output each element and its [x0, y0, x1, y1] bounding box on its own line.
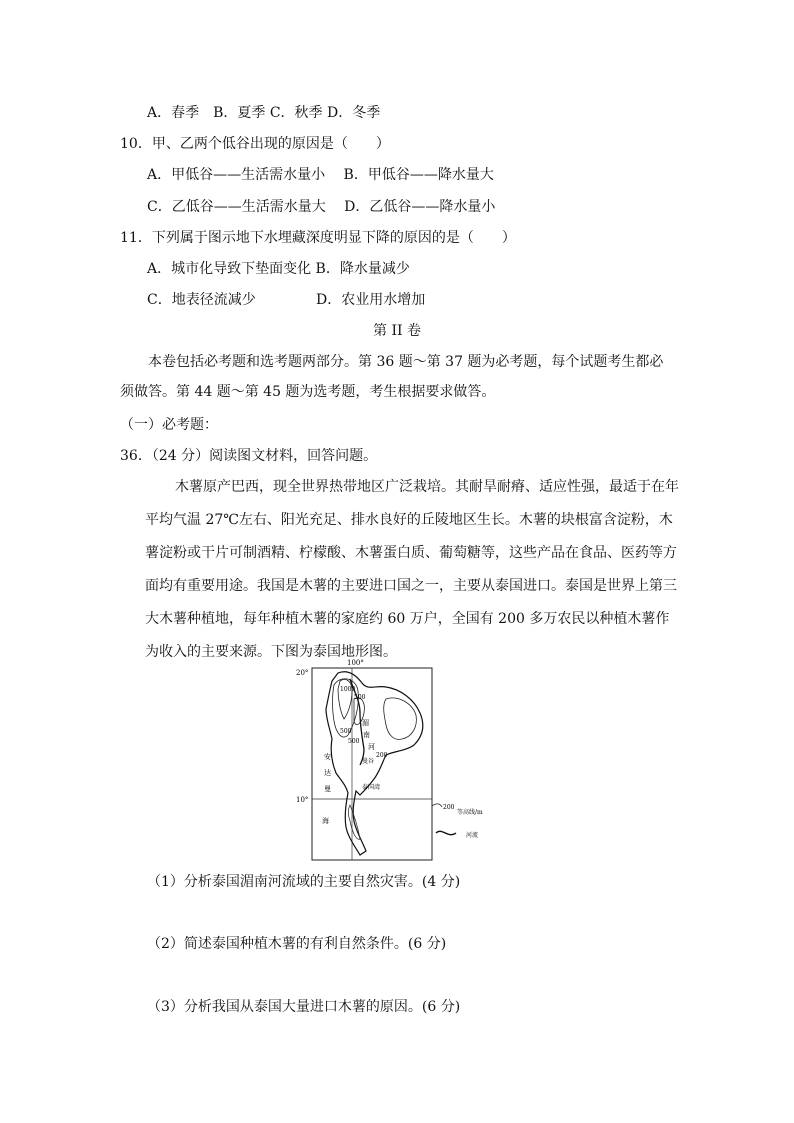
- q36-sub2: （2）简述泰国种植木薯的有利自然条件。(6 分): [147, 936, 447, 952]
- q10-options-row2: C．乙低谷——生活需水量大 D．乙低谷——降水量小: [147, 199, 496, 215]
- legend-contour-label: 等高线/m: [457, 809, 483, 816]
- volume-intro: 本卷包括必考题和选考题两部分。第 36 题～第 37 题为必考题，每个试题考生都必须做答。第 44 题～第 45 题为选考题，考生根据要求做答。: [120, 354, 664, 400]
- label-500-c: 500: [348, 738, 360, 745]
- label-500-a: 500: [354, 694, 366, 701]
- river-label-1: 湄: [362, 719, 369, 727]
- q11-stem: 11．下列属于图示地下水埋藏深度明显下降的原因的是（ ）: [120, 230, 516, 246]
- river-label-2: 南: [363, 731, 370, 739]
- q36-stem: 36．（24 分）阅读图文材料，回答问题。: [120, 448, 378, 464]
- volume-title: 第 II 卷: [373, 323, 421, 339]
- thailand-map: [290, 655, 520, 870]
- legend-contour-value: 200: [443, 804, 455, 811]
- label-1000: 1000: [340, 686, 356, 693]
- q11-option-c: C．地表径流减少: [147, 292, 256, 308]
- lon-label: 100°: [347, 659, 364, 667]
- label-200: 200: [376, 752, 388, 759]
- gulf-label: 泰国湾: [362, 784, 381, 791]
- khorat-plateau: [384, 698, 417, 739]
- sea-label-4: 海: [322, 817, 329, 825]
- city-label: 曼谷: [362, 758, 375, 765]
- thailand-outline: [326, 672, 423, 855]
- q11-option-d: D．农业用水增加: [316, 292, 426, 308]
- q36-sub1: （1）分析泰国湄南河流域的主要自然灾害。(4 分): [147, 874, 461, 890]
- legend-river-label: 河流: [466, 832, 479, 839]
- label-500-b: 500: [340, 728, 352, 735]
- q10-stem: 10．甲、乙两个低谷出现的原因是（ ）: [120, 136, 390, 152]
- legend-river-swatch: [436, 831, 456, 834]
- q11-options-row1: A．城市化导致下垫面变化 B．降水量减少: [147, 261, 410, 277]
- q36-sub3: （3）分析我国从泰国大量进口木薯的原因。(6 分): [147, 999, 461, 1015]
- lat-label-10: 10°: [296, 796, 309, 804]
- q9-options: A．春季 B．夏季 C．秋季 D．冬季: [147, 105, 381, 121]
- sea-label-1: 安: [324, 753, 331, 761]
- sea-label-3: 曼: [324, 785, 331, 793]
- river-label-3: 河: [368, 743, 375, 751]
- lat-label-20: 20°: [296, 669, 309, 677]
- legend-contour-swatch: [432, 804, 442, 807]
- q10-options-row1: A．甲低谷——生活需水量小 B．甲低谷——降水量大: [147, 167, 494, 183]
- sea-label-2: 达: [324, 769, 331, 777]
- section-heading: （一）必考题：: [120, 417, 218, 433]
- q36-material: 木薯原产巴西，现全世界热带地区广泛栽培。其耐旱耐瘠、适应性强，最适于在年平均气温 27℃左右、阳光充足、排水良好的丘陵地区生长。木薯的块根富含淀粉，木薯淀粉或干片可制酒精、柠檬酸、木薯蛋白质、葡萄糖等，这些产品在食品、医药等方面均有重要用途。我国是木薯的主要进口国之一，主要从泰国进口。泰国是世界上第三大木薯种植地，每年种植木薯的家庭约 60 万户，全国有 200 多万农民以种植木薯作为收入的主要来源。下图为泰国地形图。: [145, 479, 679, 660]
